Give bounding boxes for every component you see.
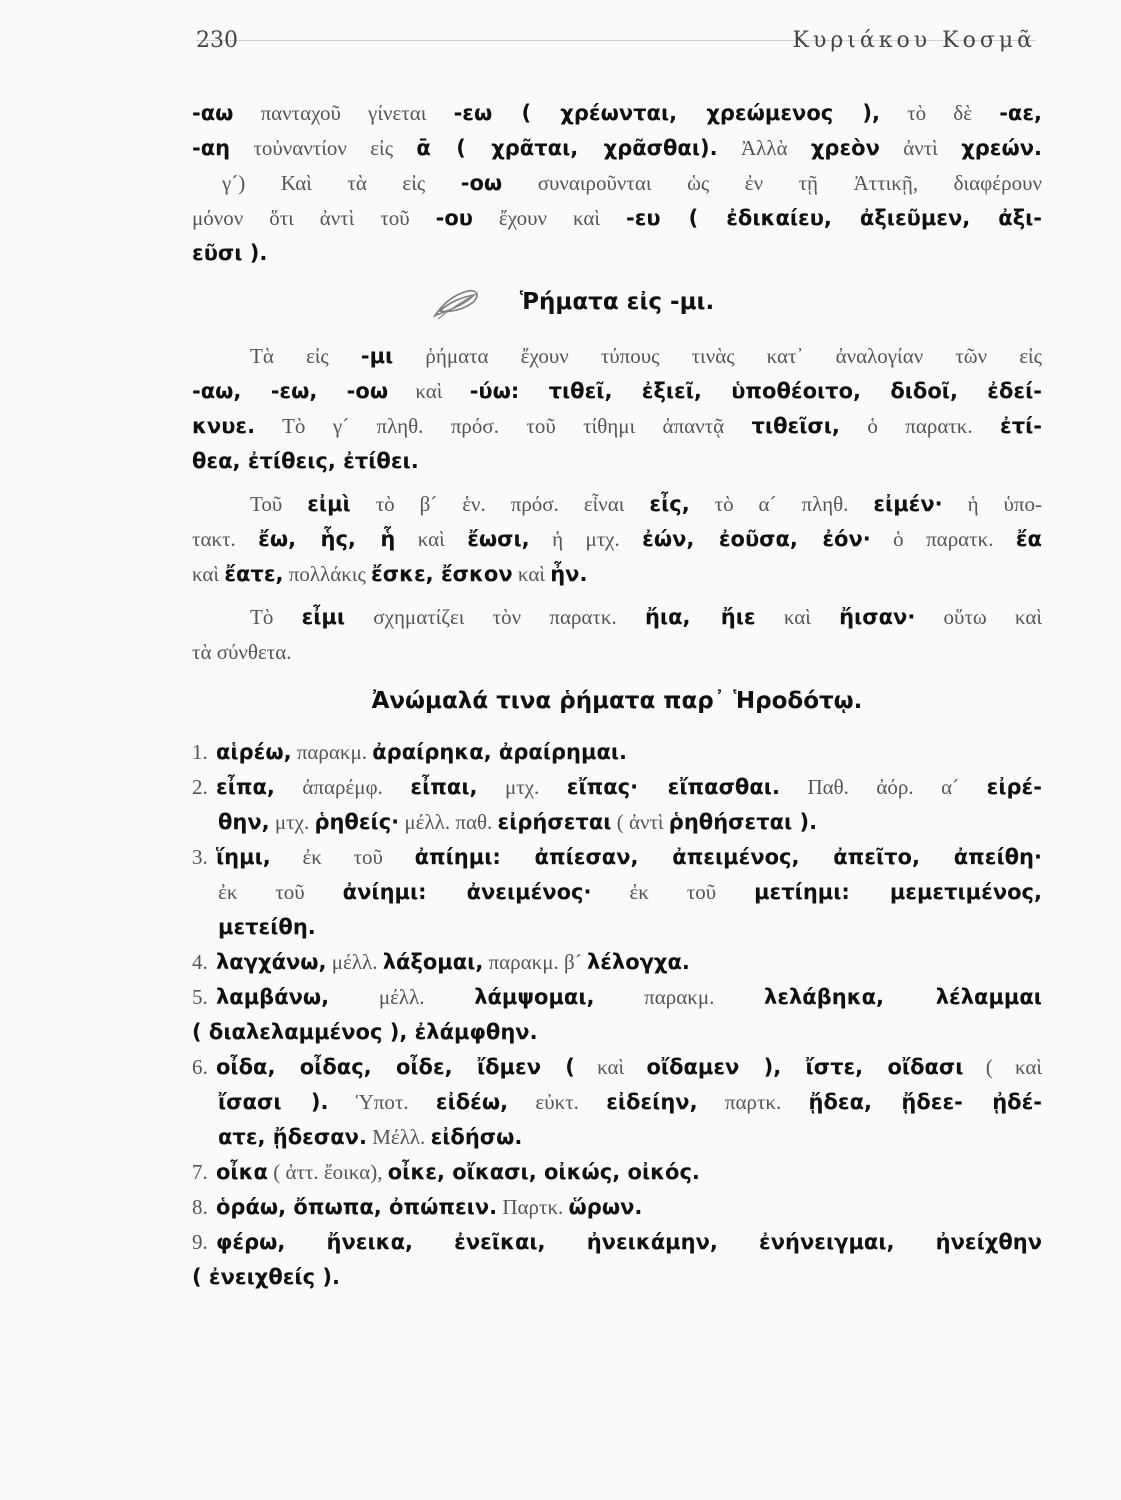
- list-item: 3. ἵημι, ἐκ τοῦ ἀπίημι: ἀπίεσαν, ἀπειμένος, ἀπεῖτο, ἀπείθη·: [192, 845, 1042, 869]
- list-item: 7. οἶκα ( ἀττ. ἔοικα), οἶκε, οἴκασι, οἰκώς, οἰκός.: [192, 1160, 700, 1184]
- text-line: τὰ σύνθετα.: [192, 640, 292, 664]
- list-item: 4. λαγχάνω, μέλλ. λάξομαι, παρακμ. β´ λέλογχα.: [192, 950, 690, 974]
- text-line: Τοῦ εἰμὶ τὸ β´ ἑν. πρόσ. εἶναι εἶς, τὸ α´ πληθ. εἰμέν· ἡ ὑπο-: [250, 492, 1042, 516]
- list-item: 6. οἶδα, οἶδας, οἶδε, ἴδμεν ( καὶ οἴδαμεν ), ἴστε, οἴδασι ( καὶ: [192, 1055, 1042, 1079]
- list-item-continuation: ατε, ᾔδεσαν. Μέλλ. εἰδήσω.: [218, 1125, 523, 1149]
- list-item-continuation: ἐκ τοῦ ἀνίημι: ἀνειμένος· ἐκ τοῦ μετίημι: μεμετιμένος,: [218, 880, 1042, 904]
- list-item-continuation: ἴσασι ). Ὑποτ. εἰδέω, εὐκτ. εἰδείην, παρτκ. ᾔδεα, ᾔδεε- ᾐδέ-: [218, 1090, 1042, 1114]
- pencil-scribble-icon: [428, 287, 484, 323]
- text-line: -αω πανταχοῦ γίνεται -εω ( χρέωνται, χρεώμενος ), τὸ δὲ -αε,: [192, 101, 1043, 125]
- page-body: [192, 96, 1042, 1295]
- list-item-continuation: μετείθη.: [218, 915, 316, 939]
- text-line: θεα, ἐτίθεις, ἐτίθει.: [192, 449, 419, 473]
- list-item: 8. ὁράω, ὄπωπα, ὀπώπειν. Παρτκ. ὥρων.: [192, 1195, 643, 1219]
- section-heading: Ἀνώμαλά τινα ῥήματα παρ᾽ Ἡροδότῳ.: [371, 688, 863, 714]
- list-item: 1. αἱρέω, παρακμ. ἀραίρηκα, ἀραίρημαι.: [192, 740, 628, 764]
- text-line: καὶ ἔατε, πολλάκις ἔσκε, ἔσκον καὶ ἦν.: [192, 562, 588, 586]
- text-line: Τὸ εἶμι σχηματίζει τὸν παρατκ. ἤια, ἤιε καὶ ἤισαν· οὕτω καὶ: [250, 605, 1042, 629]
- text-line: κνυε. Τὸ γ´ πληθ. πρόσ. τοῦ τίθημι ἀπαντᾷ τιθεῖσι, ὁ παρατκ. ἐτί-: [192, 414, 1042, 438]
- list-item: 9. φέρω, ἤνεικα, ἐνεῖκαι, ἠνεικάμην, ἐνήνειγμαι, ἠνείχθην: [192, 1230, 1042, 1254]
- list-item: 2. εἶπα, ἀπαρέμφ. εἶπαι, μτχ. εἴπας· εἴπασθαι. Παθ. ἀόρ. α´ εἰρέ-: [192, 775, 1042, 799]
- text-line: γ´) Καὶ τὰ εἰς -οω συναιροῦνται ὡς ἐν τῇ Ἀττικῇ, διαφέρουν: [222, 171, 1042, 195]
- list-item-continuation: ( ἐνειχθείς ).: [192, 1265, 340, 1289]
- running-title: Κυριάκου Κοσμᾶ: [792, 28, 1036, 53]
- text-line: Τὰ εἰς -μι ῥήματα ἔχουν τύπους τινὰς κατ᾽ ἀναλογίαν τῶν εἰς: [250, 344, 1042, 368]
- text-line: μόνον ὅτι ἀντὶ τοῦ -ου ἔχουν καὶ -ευ ( ἐδικαίευ, ἀξιεῦμεν, ἀξι-: [192, 206, 1042, 230]
- list-item-continuation: ( διαλελαμμένος ), ἐλάμφθην.: [192, 1020, 538, 1044]
- running-header: [196, 28, 1036, 53]
- text-line: τακτ. ἔω, ἧς, ἧ καὶ ἔωσι, ἡ μτχ. ἐών, ἐοῦσα, ἐόν· ὁ παρατκ. ἔα: [192, 527, 1042, 551]
- text-line: εῦσι ).: [192, 241, 268, 265]
- text-line: -αω, -εω, -οω καὶ -ύω: τιθεῖ, ἐξιεῖ, ὑποθέοιτο, διδοῖ, ἐδεί-: [192, 379, 1042, 403]
- list-item-continuation: θην, μτχ. ῥηθείς· μέλλ. παθ. εἰρήσεται ( ἀντὶ ῥηθήσεται ).: [218, 810, 818, 834]
- page-number: 230: [196, 28, 238, 53]
- text-line: -αη τοὐναντίον εἰς ᾱ ( χρᾶται, χρᾶσθαι). Ἀλλὰ χρεὸν ἀντὶ χρεών.: [192, 136, 1042, 160]
- section-heading: Ῥήματα εἰς -μι.: [192, 285, 1042, 325]
- list-item: 5. λαμβάνω, μέλλ. λάμψομαι, παρακμ. λελάβηκα, λέλαμμαι: [192, 985, 1042, 1009]
